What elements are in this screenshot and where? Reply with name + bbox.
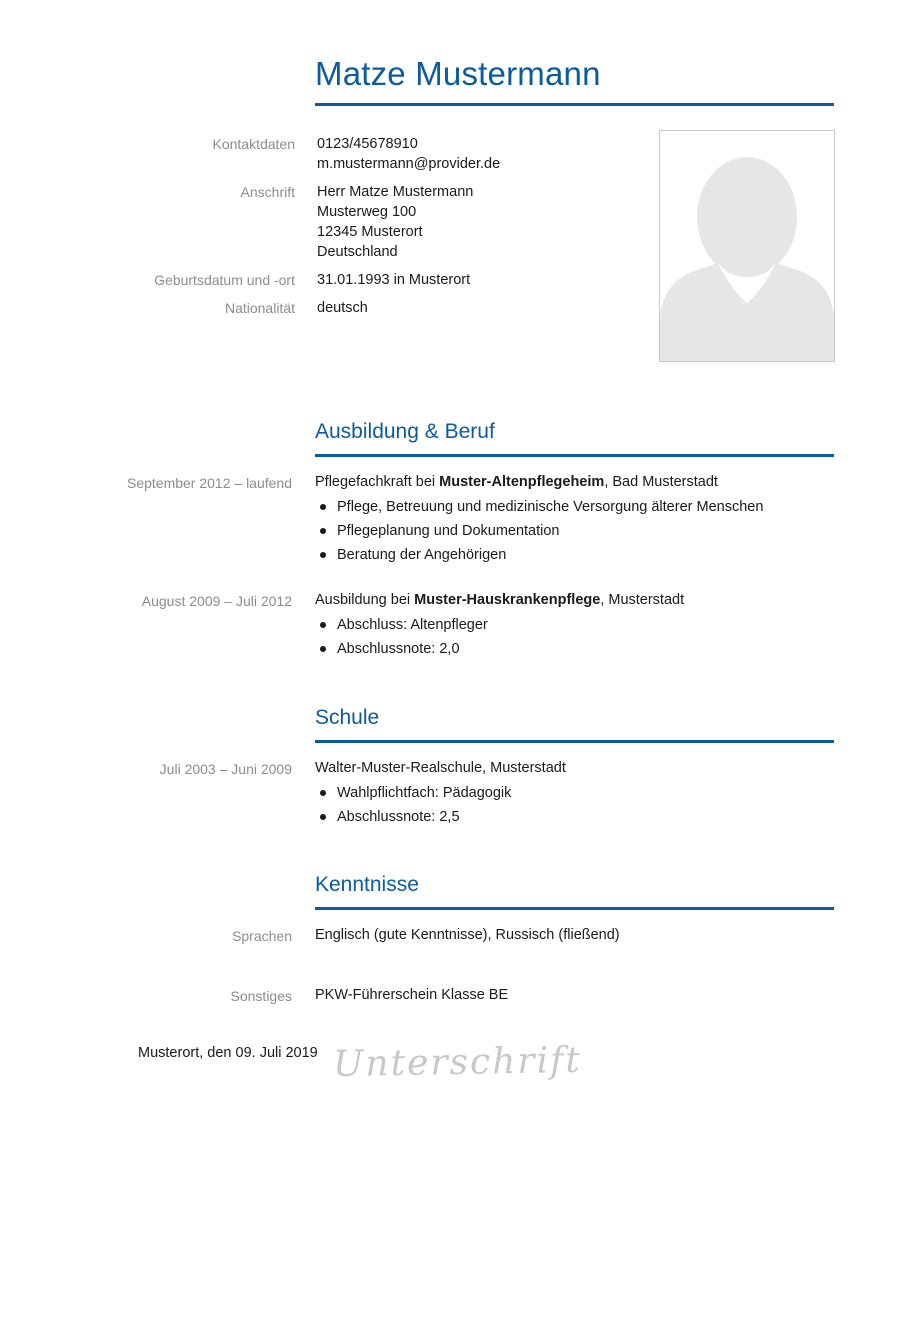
- address-value: [317, 182, 473, 262]
- nationality-text: deutsch: [317, 300, 368, 316]
- entry-period: September 2012 – laufend: [126, 475, 292, 491]
- entry-bullet-list: [315, 613, 488, 661]
- phone-number: 0123/45678910: [317, 136, 418, 152]
- birth-text: 31.01.1993 in Musterort: [317, 272, 471, 288]
- entry-title: Pflegefachkraft bei Muster-Altenpflegeheim, Bad Musterstadt: [315, 474, 718, 490]
- entry-period: August 2009 – Juli 2012: [141, 593, 292, 609]
- signature: Unterschrift: [332, 1039, 583, 1086]
- profile-photo: [659, 130, 835, 362]
- skill-value: PKW-Führerschein Klasse BE: [315, 987, 509, 1003]
- section-heading-school: Schule: [315, 706, 380, 729]
- address-line: Herr Matze Mustermann: [317, 184, 474, 200]
- skill-value: Englisch (gute Kenntnisse), Russisch (fließend): [315, 927, 620, 943]
- list-item: Wahlpflichtfach: Pädagogik: [315, 781, 511, 805]
- section-heading-skills: Kenntnisse: [315, 873, 419, 896]
- address-line: Musterweg 100: [317, 204, 417, 220]
- avatar-placeholder-icon: [660, 131, 834, 361]
- nationality-label: Nationalität: [224, 300, 295, 316]
- section-heading-career: Ausbildung & Beruf: [315, 420, 495, 443]
- list-item: Pflege, Betreuung und medizinische Versorgung älterer Menschen: [315, 495, 763, 519]
- birth-label: Geburtsdatum und -ort: [154, 272, 295, 288]
- address-line: Deutschland: [317, 244, 398, 260]
- skill-label: Sprachen: [232, 928, 292, 944]
- cv-name-heading: Matze Mustermann: [315, 55, 601, 92]
- name-underline: [315, 103, 834, 106]
- entry-bullet-list: [315, 781, 511, 829]
- entry-title: Ausbildung bei Muster-Hauskrankenpflege, Musterstadt: [315, 592, 685, 608]
- section-rule: [315, 907, 834, 910]
- entry-title: Walter-Muster-Realschule, Musterstadt: [315, 760, 566, 776]
- contact-value: [317, 134, 500, 174]
- entry-period: Juli 2003 – Juni 2009: [159, 761, 292, 777]
- email-address: m.mustermann@provider.de: [317, 156, 501, 172]
- nationality-value: [317, 298, 368, 318]
- address-line: 12345 Musterort: [317, 224, 423, 240]
- section-rule: [315, 454, 834, 457]
- list-item: Abschlussnote: 2,5: [315, 805, 511, 829]
- contact-label: Kontaktdaten: [212, 136, 295, 152]
- list-item: Abschlussnote: 2,0: [315, 637, 488, 661]
- place-date: Musterort, den 09. Juli 2019: [138, 1045, 318, 1061]
- list-item: Beratung der Angehörigen: [315, 543, 763, 567]
- section-rule: [315, 740, 834, 743]
- birth-value: [317, 270, 470, 290]
- employer-name: Muster-Altenpflegeheim: [439, 474, 605, 490]
- employer-name: Muster-Hauskrankenpflege: [414, 592, 601, 608]
- address-label: Anschrift: [240, 184, 295, 200]
- list-item: Abschluss: Altenpfleger: [315, 613, 488, 637]
- skill-label: Sonstiges: [230, 988, 292, 1004]
- list-item: Pflegeplanung und Dokumentation: [315, 519, 763, 543]
- entry-bullet-list: [315, 495, 763, 567]
